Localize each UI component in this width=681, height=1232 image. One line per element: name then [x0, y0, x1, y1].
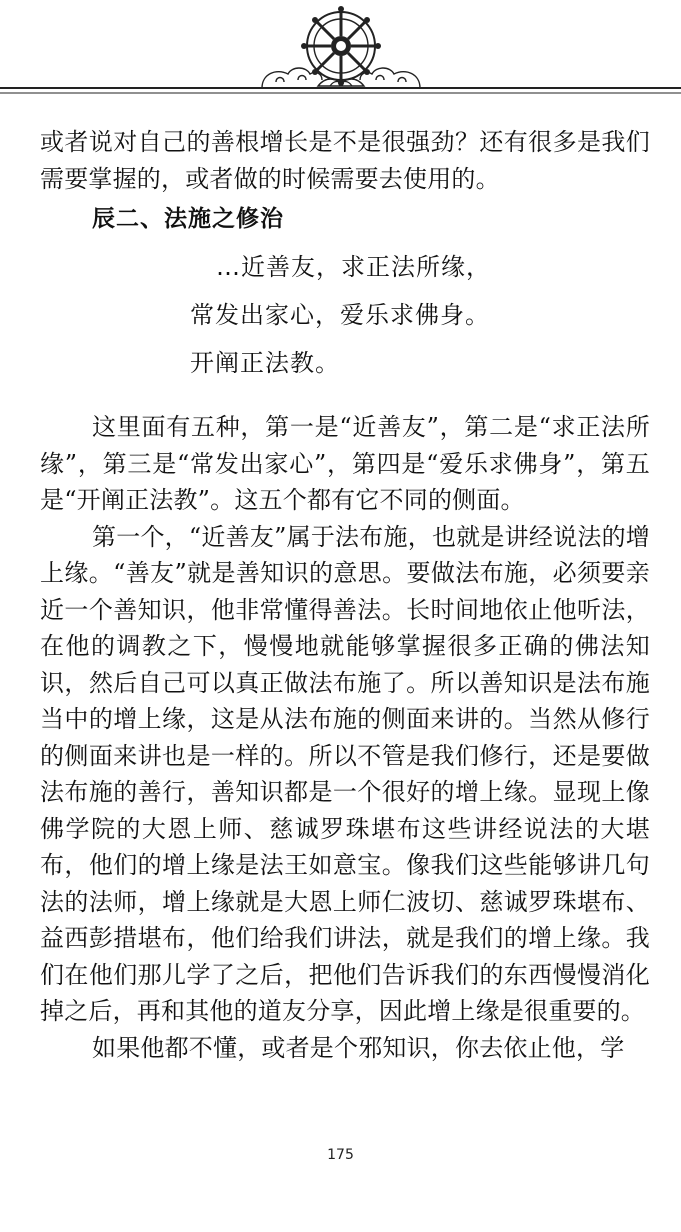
- verse-line-3: 开阐正法教。: [190, 349, 340, 377]
- page-number: 175: [327, 1147, 354, 1163]
- verse-line-1: …近善友，求正法所缘，: [216, 253, 491, 281]
- page-header-ornament: [0, 0, 681, 110]
- paragraph-4: 如果他都不懂，或者是个邪知识，你去依止他，学: [92, 1033, 625, 1062]
- page-body: [40, 124, 650, 1066]
- verse-line-2: 常发出家心，爱乐求佛身。: [190, 301, 490, 329]
- paragraph-3: 第一个，“近善友”属于法布施，也就是讲经说法的增上缘。“善友”就是善知识的意思。要做法布施，必须要亲近一个善知识，他非常懂得善法。长时间地依止他听法，在他的调教之下，慢慢地就能够掌握很多正确的佛法知识，然后自己可以真正做法布施了。所以善知识是法布施当中的增上缘，这是从法布施的侧面来讲的。当然从修行的侧面来讲也是一样的。所以不管是我们修行，还是要做法布施的善行，善知识都是一个很好的增上缘。显现上像佛学院的大恩上师、慈诚罗珠堪布这些讲经说法的大堪布，他们的增上缘是法王如意宝。像我们这些能够讲几句法的法师，增上缘就是大恩上师仁波切、慈诚罗珠堪布、益西彭措堪布，他们给我们讲法，就是我们的增上缘。我们在他们那儿学了之后，把他们告诉我们的东西慢慢消化掉之后，再和其他的道友分享，因此增上缘是很重要的。: [40, 522, 650, 1025]
- section-heading: 辰二、法施之修治: [92, 206, 284, 232]
- paragraph-2: 这里面有五种，第一是“近善友”，第二是“求正法所缘”，第三是“常发出家心”，第四是“爱乐求佛身”，第五是“开阐正法教”。这五个都有它不同的侧面。: [40, 413, 650, 514]
- dharma-wheel-icon: [0, 0, 681, 110]
- paragraph-1: 或者说对自己的善根增长是不是很强劲？还有很多是我们需要掌握的，或者做的时候需要去使用的。: [40, 128, 650, 193]
